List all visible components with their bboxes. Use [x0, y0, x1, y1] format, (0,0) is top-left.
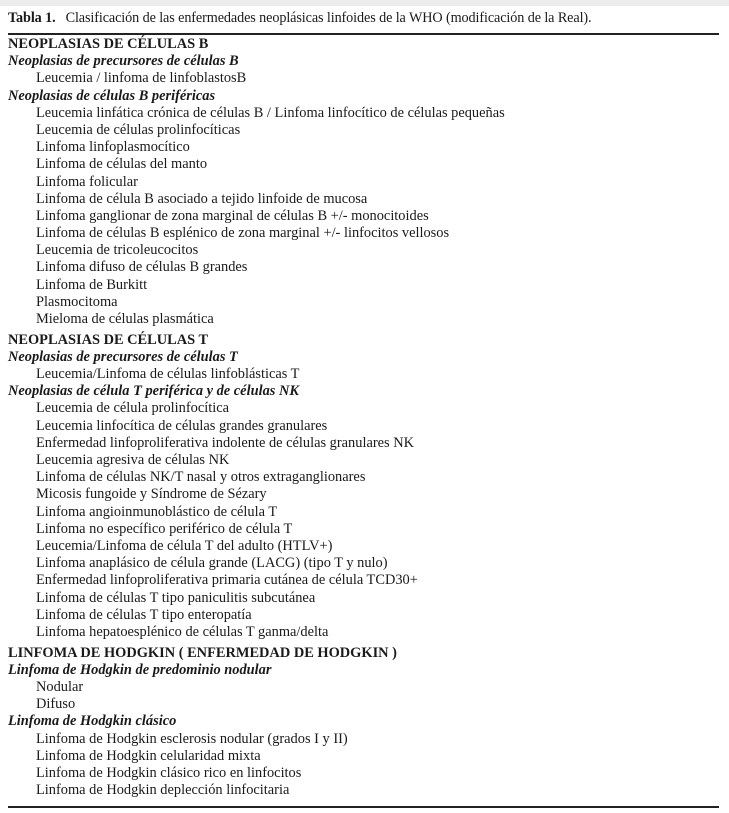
list-item: Linfoma de células T tipo enteropatía: [36, 606, 252, 623]
table-caption: [8, 8, 728, 28]
subgroup-heading: Neoplasias de precursores de células T: [8, 348, 238, 365]
subgroup-heading: Neoplasias de células B periféricas: [8, 87, 216, 104]
subgroup-heading: Neoplasias de precursores de células B: [8, 53, 239, 70]
section-heading: NEOPLASIAS DE CÉLULAS T: [8, 331, 209, 348]
subgroup-heading: Linfoma de Hodgkin clásico: [8, 713, 177, 730]
list-item: Nodular: [36, 678, 84, 695]
list-item: Linfoma no específico periférico de célula T: [36, 520, 293, 537]
list-item: Leucemia / linfoma de linfoblastosB: [36, 70, 247, 87]
list-item: Linfoma angioinmunoblástico de célula T: [36, 503, 278, 520]
list-item: Linfoma de Hodgkin celularidad mixta: [36, 747, 261, 764]
section-heading: LINFOMA DE HODGKIN ( ENFERMEDAD DE HODGKIN ): [8, 644, 397, 661]
list-item: Linfoma de Hodgkin esclerosis nodular (grados I y II): [36, 730, 348, 747]
list-item: Linfoma anaplásico de célula grande (LACG) (tipo T y nulo): [36, 555, 388, 572]
list-item: Difuso: [36, 696, 76, 713]
list-item: Leucemia linfática crónica de células B / Linfoma linfocítico de células pequeñas: [36, 104, 505, 121]
list-item: Mieloma de células plasmática: [36, 311, 214, 327]
list-item: Linfoma de células del manto: [36, 156, 208, 173]
list-item: Leucemia linfocítica de células grandes granulares: [36, 417, 328, 434]
classification-table: [8, 36, 723, 799]
list-item: Leucemia de células prolinfocíticas: [36, 121, 241, 138]
top-band: [0, 0, 729, 6]
list-item: Linfoma de célula B asociado a tejido linfoide de mucosa: [36, 190, 368, 207]
list-item: Linfoma de Hodgkin deplección linfocitaria: [36, 782, 290, 799]
list-item: Linfoma de células B esplénico de zona marginal +/- linfocitos vellosos: [36, 225, 450, 242]
list-item: Linfoma de células NK/T nasal y otros extraganglionares: [36, 469, 366, 486]
list-item: Linfoma ganglionar de zona marginal de células B +/- monocitoides: [36, 207, 429, 224]
list-item: Micosis fungoide y Síndrome de Sézary: [36, 486, 267, 503]
list-item: Linfoma hepatoesplénico de células T ganma/delta: [36, 623, 329, 640]
list-item: Leucemia/Linfoma de células linfoblásticas T: [36, 366, 300, 383]
list-item: Linfoma de células T tipo paniculitis subcutánea: [36, 589, 316, 606]
list-item: Leucemia agresiva de células NK: [36, 452, 230, 468]
list-item: Linfoma de Hodgkin clásico rico en linfocitos: [36, 764, 302, 781]
table-title: Clasificación de las enfermedades neoplásicas linfoides de la WHO (modificación de la Real).: [65, 10, 592, 26]
bottom-rule: [8, 806, 719, 808]
subgroup-heading: Linfoma de Hodgkin de predominio nodular: [8, 661, 272, 678]
table-label: Tabla 1.: [8, 10, 56, 26]
list-item: Plasmocitoma: [36, 293, 118, 310]
list-item: Linfoma de Burkitt: [36, 276, 148, 293]
top-rule: [8, 33, 719, 35]
list-item: Leucemia/Linfoma de célula T del adulto (HTLV+): [36, 537, 333, 554]
list-item: Enfermedad linfoproliferativa indolente de células granulares NK: [36, 434, 415, 451]
list-item: Linfoma folicular: [36, 173, 138, 190]
section-heading: NEOPLASIAS DE CÉLULAS B: [8, 36, 209, 52]
subgroup-heading: Neoplasias de célula T periférica y de células NK: [8, 383, 299, 400]
list-item: Linfoma difuso de células B grandes: [36, 259, 248, 276]
list-item: Enfermedad linfoproliferativa primaria cutánea de célula TCD30+: [36, 572, 418, 589]
list-item: Linfoma linfoplasmocítico: [36, 139, 190, 156]
list-item: Leucemia de tricoleucocitos: [36, 242, 199, 259]
list-item: Leucemia de célula prolinfocítica: [36, 400, 229, 417]
